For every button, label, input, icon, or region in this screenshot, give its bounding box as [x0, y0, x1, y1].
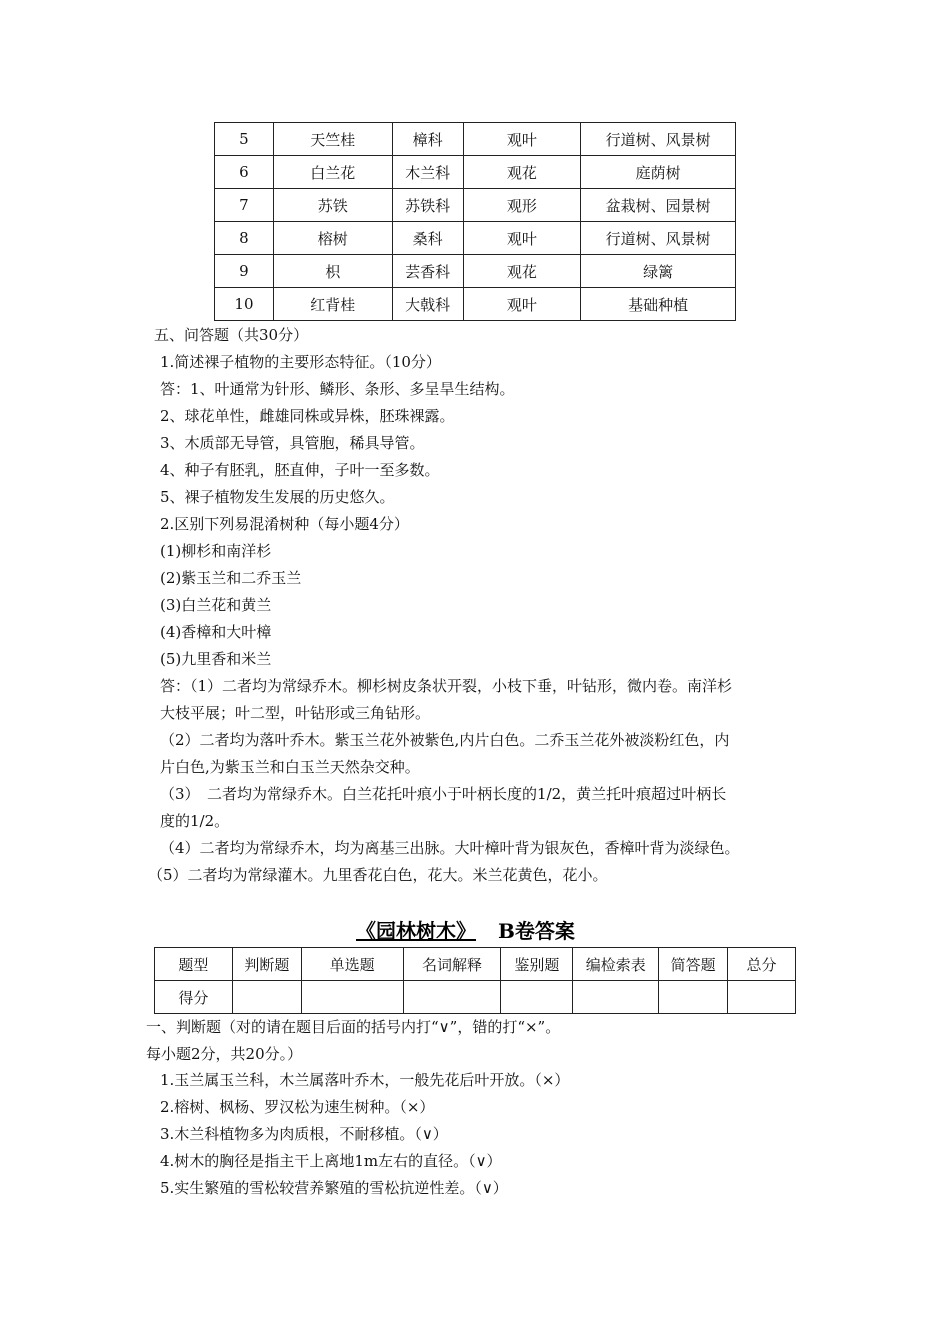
answer-line: 5、裸子植物发生发展的历史悠久。 [160, 488, 395, 506]
cell-number: 10 [215, 288, 274, 321]
cell-feature: 观形 [463, 189, 581, 222]
table-row [215, 189, 736, 222]
question-item: (1)柳杉和南洋杉 [160, 542, 272, 560]
answer-line: 答：1、叶通常为针形、鳞形、条形、多呈旱生结构。 [160, 380, 515, 398]
cell-family: 芸香科 [392, 255, 463, 288]
cell-species: 苏铁 [273, 189, 392, 222]
answer-line: （5）二者均为常绿灌木。九里香花白色，花大。米兰花黄色，花小。 [148, 866, 608, 884]
cell-species: 红背桂 [273, 288, 392, 321]
table-row [215, 288, 736, 321]
cell-use: 盆栽树、园景树 [581, 189, 736, 222]
answer-line: 4、种子有胚乳，胚直伸，子叶一至多数。 [160, 461, 440, 479]
score-header-cell: 总分 [728, 948, 796, 981]
score-header-cell: 单选题 [301, 948, 403, 981]
score-row [155, 981, 796, 1014]
cell-use: 基础种植 [581, 288, 736, 321]
cell-family: 木兰科 [392, 156, 463, 189]
score-header-cell: 鉴别题 [501, 948, 573, 981]
score-header-cell: 题型 [155, 948, 233, 981]
score-blank-cell [501, 981, 573, 1014]
score-blank-cell [403, 981, 501, 1014]
cell-use: 行道树、风景树 [581, 222, 736, 255]
cell-number: 6 [215, 156, 274, 189]
answer-line: 3、木质部无导管，具管胞，稀具导管。 [160, 434, 425, 452]
score-row-label: 得分 [155, 981, 233, 1014]
cell-family: 樟科 [392, 123, 463, 156]
question-2: 2.区别下列易混淆树种（每小题4分） [160, 515, 409, 533]
cell-family: 大戟科 [392, 288, 463, 321]
score-blank-cell [728, 981, 796, 1014]
title-suffix: B卷答案 [498, 919, 575, 943]
table-row [215, 222, 736, 255]
answer-line: （3） 二者均为常绿乔木。白兰花托叶痕小于叶柄长度的1/2，黄兰托叶痕超过叶柄长 [160, 785, 727, 803]
cell-species: 天竺桂 [273, 123, 392, 156]
cell-feature: 观叶 [463, 288, 581, 321]
question-item: (5)九里香和米兰 [160, 650, 272, 668]
section-heading: 一、判断题（对的请在题目后面的括号内打“∨”，错的打“×”。 [146, 1018, 561, 1036]
cell-use: 行道树、风景树 [581, 123, 736, 156]
judgement-item: 5.实生繁殖的雪松较营养繁殖的雪松抗逆性差。（∨） [160, 1179, 508, 1197]
score-blank-cell [232, 981, 301, 1014]
question-item: (4)香樟和大叶樟 [160, 623, 272, 641]
cell-number: 8 [215, 222, 274, 255]
cell-number: 5 [215, 123, 274, 156]
cell-family: 苏铁科 [392, 189, 463, 222]
score-header-row [155, 948, 796, 981]
exam-b-title [356, 915, 575, 944]
table-row [215, 156, 736, 189]
answer-line: 度的1/2。 [160, 812, 230, 830]
answer-line: （2）二者均为落叶乔木。紫玉兰花外被紫色,内片白色。二乔玉兰花外被淡粉红色，内 [160, 731, 730, 749]
score-table [154, 947, 796, 1014]
section-heading: 五、问答题（共30分） [154, 326, 309, 344]
answer-line: 大枝平展；叶二型，叶钻形或三角钻形。 [160, 704, 431, 722]
question-item: (3)白兰花和黄兰 [160, 596, 272, 614]
score-blank-cell [659, 981, 728, 1014]
table-row [215, 123, 736, 156]
question-item: (2)紫玉兰和二乔玉兰 [160, 569, 302, 587]
cell-feature: 观叶 [463, 123, 581, 156]
judgement-item: 2.榕树、枫杨、罗汉松为速生树种。（×） [160, 1098, 435, 1116]
cell-use: 绿篱 [581, 255, 736, 288]
cell-use: 庭荫树 [581, 156, 736, 189]
question-1: 1.简述裸子植物的主要形态特征。（10分） [160, 353, 441, 371]
judgement-item: 1.玉兰属玉兰科，木兰属落叶乔木，一般先花后叶开放。（×） [160, 1071, 570, 1089]
answer-line: 2、球花单性，雌雄同株或异株，胚珠裸露。 [160, 407, 455, 425]
cell-feature: 观花 [463, 156, 581, 189]
score-header-cell: 名词解释 [403, 948, 501, 981]
score-blank-cell [301, 981, 403, 1014]
cell-family: 桑科 [392, 222, 463, 255]
judgement-item: 3.木兰科植物多为肉质根，不耐移植。（∨） [160, 1125, 448, 1143]
cell-number: 7 [215, 189, 274, 222]
table-row [215, 255, 736, 288]
score-blank-cell [573, 981, 659, 1014]
cell-species: 榕树 [273, 222, 392, 255]
score-header-cell: 判断题 [232, 948, 301, 981]
tree-species-table [214, 122, 736, 321]
cell-feature: 观叶 [463, 222, 581, 255]
judgement-item: 4.树木的胸径是指主干上离地1m左右的直径。（∨） [160, 1152, 502, 1170]
cell-species: 枳 [273, 255, 392, 288]
answer-line: （4）二者均为常绿乔木，均为离基三出脉。大叶樟叶背为银灰色，香樟叶背为淡绿色。 [160, 839, 740, 857]
answer-line: 片白色,为紫玉兰和白玉兰天然杂交种。 [160, 758, 420, 776]
cell-feature: 观花 [463, 255, 581, 288]
title-name: 《园林树木》 [356, 919, 476, 943]
answer-line: 答：（1）二者均为常绿乔木。柳杉树皮条状开裂，小枝下垂，叶钻形，微内卷。南洋杉 [160, 677, 733, 695]
cell-species: 白兰花 [273, 156, 392, 189]
score-header-cell: 简答题 [659, 948, 728, 981]
score-header-cell: 编检索表 [573, 948, 659, 981]
cell-number: 9 [215, 255, 274, 288]
section-heading-cont: 每小题2分，共20分。） [146, 1045, 303, 1063]
